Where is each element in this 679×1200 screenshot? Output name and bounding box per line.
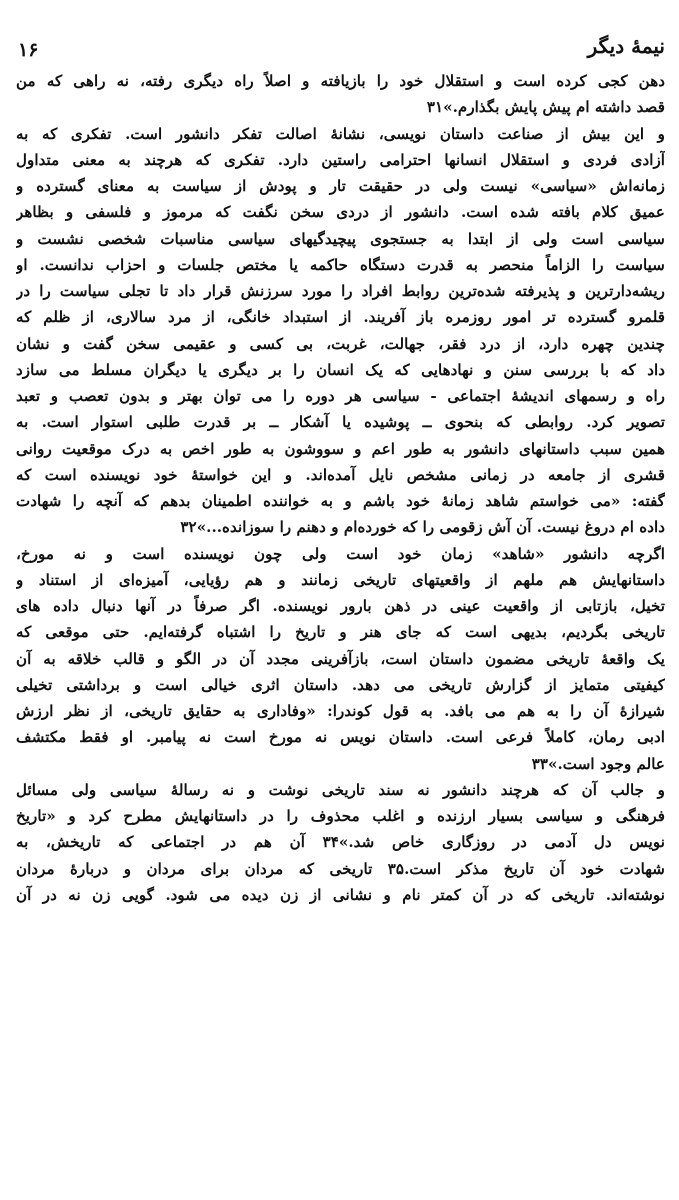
text-line: همین سبب داستانهای دانشور به طور اعم و سووشون به طور اخص به درک موقعیت روانی (16, 439, 665, 458)
running-head (14, 8, 665, 66)
text-line: ادبی رمان، کاملاً فرعی است. داستان نویس نه مورخ است نه پیامبر. او فقط مکتشف (16, 728, 665, 747)
text-line: تاریخی بگردیم، بدیهی است که جای هنر و تاریخ را اشتباه گرفته‌ایم. حتی موقعی که (16, 623, 665, 642)
text-line: تصویر کرد. روابطی که بنحوی ــ پوشیده یا آشکار ــ بر قدرت طلبی استوار است. به (16, 413, 665, 432)
text-line: فرهنگی و سیاسی بسیار ارزنده و اغلب محذوف را در داستانهایش مطرح کرد و «تاریخ (16, 807, 665, 825)
text-line: ریشه‌دارترین و پذیرفته شده‌ترین روابط افراد را مورد سرزنش قرار داد تا تجلی سیاست را در (16, 282, 665, 300)
paragraph-start-line: و این بیش از صناعت داستان نویسی، نشانهٔ اصالت تفکر دانشور است. تفکری که به (16, 124, 665, 143)
text-line: آزادی فردی و استقلال انسانها احترامی راستین دارد. تفکری که هرچند به معنی متداول (16, 150, 665, 169)
text-line: قصد داشته ام پیش پایش بگذارم.»۳۱ (426, 98, 665, 117)
text-line: نوشته‌اند. تاریخی که در آن کمتر نام و نشانی از زن دیده می شود. گویی زن نه در آن (16, 885, 665, 904)
text-line: شیرازهٔ آن را به هم می بافد. به قول کوندرا: «وفاداری به حقایق تاریخی، از نظر ارزش (16, 702, 665, 720)
text-line: شهادت خود آن تاریخ مذکر است.۳۵ تاریخی که مردان برای مردان و دربارهٔ مردان (16, 859, 665, 878)
text-line: قشری از جامعه در زمانی مشخص نایل آمده‌اند. و این خواستهٔ خود نویسنده است که (16, 465, 665, 484)
text-line: عمیق کلام بافته شده است. دانشور از دردی سخن نگفت که مرموز و فلسفی و بظاهر (16, 203, 665, 222)
text-line: گفته: «می خواستم شاهد زمانهٔ خود باشم و به خواننده اطمینان بدهم که آنچه را شهادت (16, 492, 665, 510)
text-line: تخیل، بازتابی از واقعیت عینی در ذهن بارور نویسنده. اگر صرفاً در آنها دنبال داده های (16, 597, 665, 615)
text-line: کیفیتی متمایز از گزارش تاریخی می دهد. داستان اثری خیالی است و برداشتی تخیلی (16, 675, 665, 694)
text-line: دهن کجی کرده است و استقلال خود را بازیافته و اصلاً راه دیگری رفته، نه راهی که من (16, 72, 665, 90)
text-line: سیاست را الزاماً منحصر به قدرت دستگاه حاکمه یا مختص جلسات و احزاب ندانست. او (16, 255, 665, 274)
text-line: زمانه‌اش «سیاسی» نیست ولی در حقیقت تار و پودش از سیاست به معنای گسترده و (16, 177, 665, 195)
text-line: یک واقعهٔ تاریخی مضمون داستان است، بازآفرینی مجدد آن در الگو و قالب خلاقه به آن (16, 649, 665, 668)
text-line: قلمرو گسترده تر امور روزمره باز آفریند. از استبداد خانگی، از مرد سالاری، از ظلم که (16, 308, 665, 327)
page-number: ۱۶ (18, 39, 39, 61)
text-line: چندین چهره دارد، از درد فقر، جهالت، غربت، بی کسی و عقیمی سخن گفت و نشان (16, 334, 665, 353)
text-line: راه و رسمهای اندیشهٔ اجتماعی - سیاسی هر دوره را می توان بهتر و بدون تعصب و تعبد (16, 387, 665, 405)
text-line: داستانهایش هم ملهم از واقعیتهای تاریخی زمانند و هم رؤیایی، آمیزه‌ای از استناد و (16, 570, 665, 589)
body-text (16, 68, 665, 1194)
paragraph-start-line: و جالب آن که هرچند دانشور نه سند تاریخی نوشت و نه رسالهٔ سیاسی ولی مسائل (16, 780, 665, 799)
text-line: داد که با بررسی سنن و نهادهایی که یک انسان را بر دیگری یا دیگران مسلط می سازد (16, 360, 665, 379)
book-title: نیمهٔ دیگر (587, 34, 665, 58)
text-line: عالم وجود است.»۳۳ (531, 754, 665, 773)
text-line: سیاسی است ولی از ابتدا به جستجوی پیچیدگیهای سیاسی مناسبات شخصی نشست و (16, 229, 665, 248)
text-line: نویس دل آدمی در روزگاری خاص شد.»۳۴ آن هم در اجتماعی که تاریخش، به (16, 833, 665, 852)
text-line: داده ام دروغ نیست. آن آش زقومی را که خورده‌ام و دهنم را سوزانده...»۳۲ (180, 518, 665, 537)
paragraph-start-line: اگرچه دانشور «شاهد» زمان خود است ولی چون نویسنده است و نه مورخ، (16, 544, 665, 563)
